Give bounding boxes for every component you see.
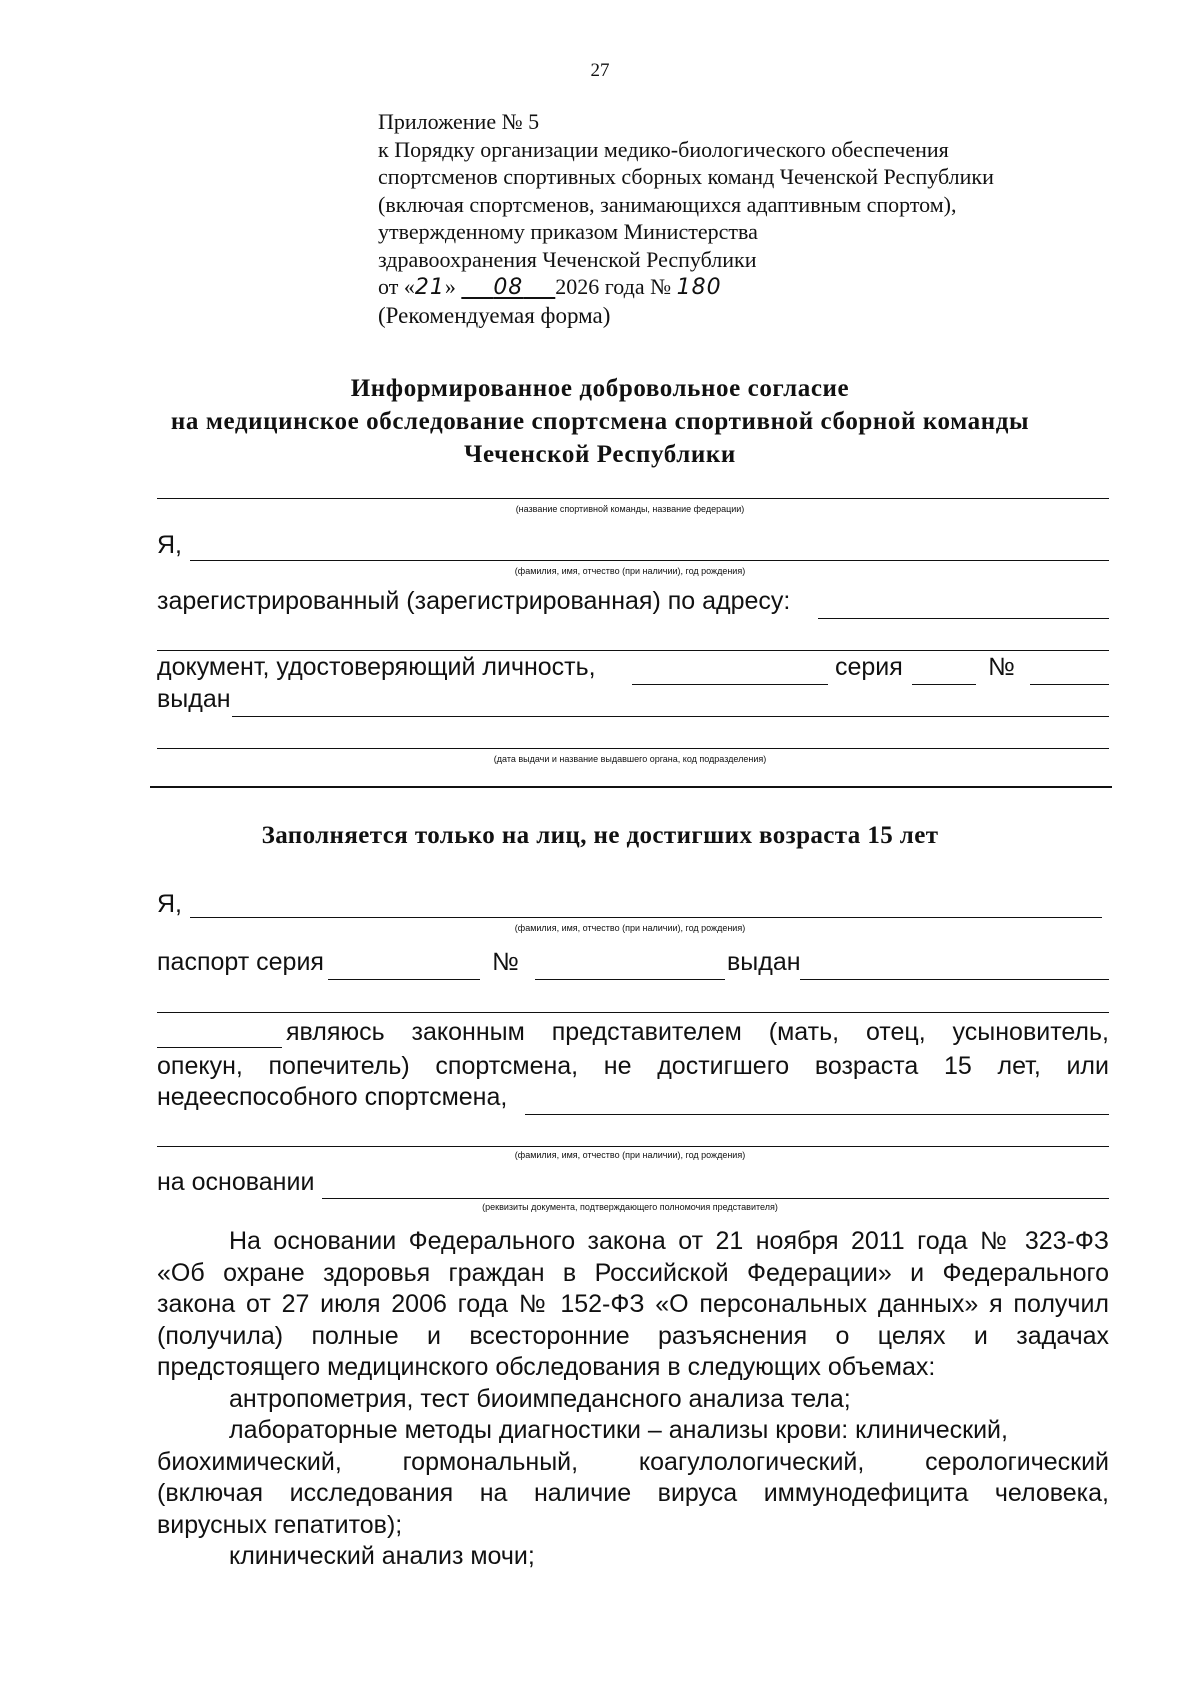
annex-header (378, 108, 994, 329)
address-field-line-2[interactable] (157, 650, 1109, 651)
list-item: клинический анализ мочи; (229, 1542, 535, 1570)
team-caption: (название спортивной команды, название федерации) (515, 504, 745, 514)
passport-issued-field-line[interactable] (800, 979, 1109, 980)
section-divider (150, 786, 1112, 788)
passport-series-label: паспорт серия (157, 948, 324, 976)
ya-label-2: Я, (157, 890, 182, 918)
annex-line: утвержденному приказом Министерства (378, 219, 758, 244)
annex-line: здравоохранения Чеченской Республики (378, 246, 757, 272)
ya-label: Я, (157, 531, 182, 559)
section-title: Заполняется только на лиц, не достигших возраста 15 лет (261, 822, 939, 849)
athlete-caption: (фамилия, имя, отчество (при наличии), год рождения) (514, 1150, 746, 1160)
representative-text-line: являюсь законным представителем (мать, отец, усыновитель, (286, 1018, 1109, 1046)
handwritten-month: 08 (493, 275, 524, 300)
team-field-line[interactable] (157, 498, 1109, 499)
consent-body: На основании Федерального закона от 21 ноября 2011 года № 323-ФЗ «Об охране здоровья граждан в Российской Федерации» и Федерального закона от 27 июля 2006 года № 152-ФЗ «О персональных данных» я получил (получила) полные и всесторонние разъяснения о целях и задачах предстоящего медицинского обследования в следующих объемах: антропометрия, тест биоимпедансного анализа тела; лабораторные методы диагностики – анализы крови: клинический, биохимический, гормональный, коагулологический, серологический (включая исследования на наличие вируса иммунодефицита человека, вирусных гепатитов); клинический анализ мочи; (157, 1226, 1109, 1573)
id-document-field-line[interactable] (632, 684, 828, 685)
representative-field-line[interactable] (190, 917, 1102, 918)
page-number: 27 (590, 60, 610, 81)
basis-field-line[interactable] (322, 1198, 1109, 1199)
issued-caption: (дата выдачи и название выдавшего органа, код подразделения) (493, 754, 767, 764)
athlete-field-line[interactable] (525, 1114, 1109, 1115)
number-field-line[interactable] (1030, 684, 1109, 685)
representative-text-line: недееспособного спортсмена, (157, 1083, 508, 1111)
series-field-line[interactable] (912, 684, 976, 685)
issued-field-line[interactable] (232, 716, 1109, 717)
passport-number-field-line[interactable] (535, 979, 725, 980)
document-title: Информированное добровольное согласие на медицинское обследование спортсмена спортивной сборной команды Чеченской Республики (170, 375, 1030, 468)
representative-text-line: опекун, попечитель) спортсмена, не достигшего возраста 15 лет, или (157, 1052, 1109, 1080)
on-basis-label: на основании (157, 1168, 315, 1196)
person-caption: (фамилия, имя, отчество (при наличии), год рождения) (514, 566, 746, 576)
passport-issued-label: выдан (727, 948, 801, 976)
relation-field-line[interactable] (157, 1047, 282, 1048)
annex-date-line: от «21» 08 2026 года № 180 (378, 274, 722, 300)
passport-issued-field-line-2[interactable] (157, 1012, 1109, 1013)
registered-label: зарегистрированный (зарегистрированная) по адресу: (157, 587, 791, 615)
list-item: антропометрия, тест биоимпедансного анализа тела; (229, 1384, 851, 1413)
annex-line: (включая спортсменов, занимающихся адаптивным спортом), (378, 191, 957, 217)
passport-number-label: № (492, 948, 519, 976)
id-document-label: документ, удостоверяющий личность, (157, 653, 596, 681)
annex-number: Приложение № 5 (378, 109, 540, 134)
representative-caption: (фамилия, имя, отчество (при наличии), год рождения) (514, 923, 746, 933)
issued-field-line-2[interactable] (157, 748, 1109, 749)
issued-label: выдан (157, 685, 231, 713)
form-type: (Рекомендуемая форма) (378, 302, 611, 328)
annex-line: к Порядку организации медико-биологического обеспечения (378, 136, 949, 162)
athlete-field-line-2[interactable] (157, 1146, 1109, 1147)
person-field-line[interactable] (190, 560, 1109, 561)
handwritten-day: 21 (414, 275, 445, 300)
list-item: лабораторные методы диагностики – анализы крови: клинический, (229, 1416, 1008, 1444)
annex-line: спортсменов спортивных сборных команд Чеченской Республики (378, 164, 994, 189)
series-label: серия (835, 653, 903, 681)
handwritten-order-number: 180 (676, 275, 722, 300)
passport-series-field-line[interactable] (328, 979, 480, 980)
address-field-line[interactable] (818, 618, 1109, 619)
basis-caption: (реквизиты документа, подтверждающего полномочия представителя) (482, 1202, 778, 1212)
number-label: № (988, 653, 1015, 681)
